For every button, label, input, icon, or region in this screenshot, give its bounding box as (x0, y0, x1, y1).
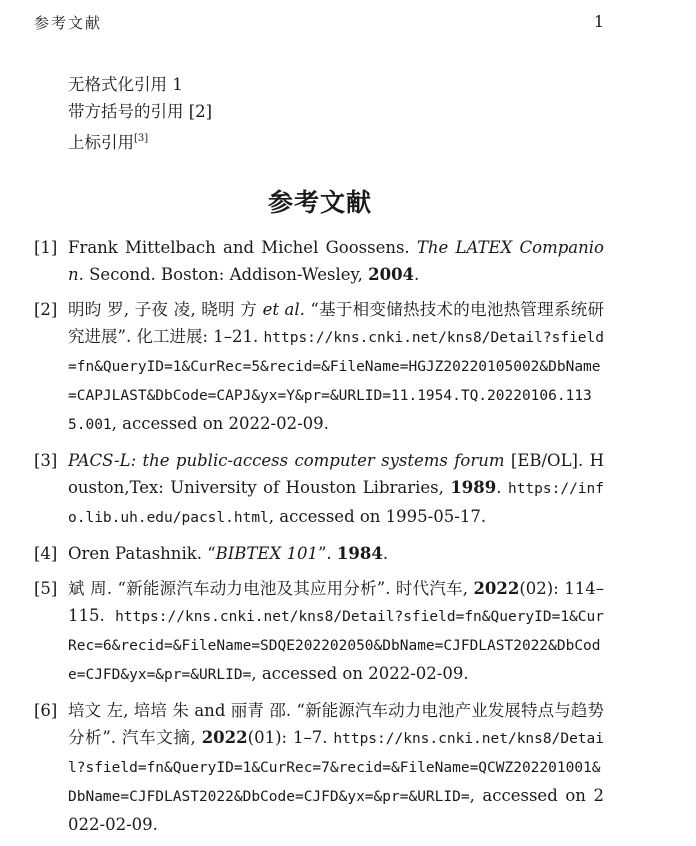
reference-url-link[interactable]: https://kns.cnki.net/kns8/Detail?sfield=fn&QueryID=1&CurRec=5&recid=&FileName=HGJZ20220105002&DbName=CAPJLAST&DbCode=CAPJ&yx=Y&pr=&URLID=11.1954.TQ.20220106.1135.001 (68, 330, 604, 433)
reference-url-link[interactable]: https://kns.cnki.net/kns8/Detail?sfield=fn&QueryID=1&CurRec=7&recid=&FileName=QCWZ202201001&DbName=CJFDLAST2022&DbCode=CJFD&yx=&pr=&URLID= (68, 731, 604, 805)
reference-year: 2004 (368, 265, 415, 284)
running-header: 参考文献 (34, 14, 103, 32)
reference-year: 1989 (450, 478, 497, 497)
citation-examples (68, 71, 212, 156)
reference-year: 1984 (336, 544, 383, 563)
reference-title: The LATEX Companion (68, 238, 604, 284)
superscript-marker: [3] (134, 133, 149, 144)
plain-citation: 无格式化引用 1 (68, 75, 183, 94)
reference-list (34, 234, 604, 846)
reference-number: [4] (34, 544, 58, 563)
reference-title: PACS-L: the public-access computer systems forum (68, 451, 505, 470)
reference-url-link[interactable]: https://kns.cnki.net/kns8/Detail?sfield=fn&QueryID=1&CurRec=6&recid=&FileName=SDQE202202050&DbName=CJFDLAST2022&DbCode=CJFD&yx=&pr=&URLID= (68, 609, 604, 683)
reference-entry: [6] 培文 左, 培培 朱 and 丽青 邵. “新能源汽车动力电池产业发展特点与趋势分析”. 汽车文摘, 2022(01): 1–7. https://kns.cnki.net/kns8/Detail?sfield=fn&QueryID=1&CurRec=7&recid=&FileName=QCWZ202201001&DbName=CJFDLAST2022&DbCode=CJFD&yx=&pr=&URLID=, accessed on 2022-02-09. (34, 697, 604, 838)
reference-entry: [4] Oren Patashnik. “BIBTEX 101”. 1984. (34, 540, 604, 567)
superscript-citation: 上标引用[3] (68, 133, 149, 152)
reference-entry: [3] PACS-L: the public-access computer systems forum [EB/OL]. Houston,Tex: University of Houston Libraries, 1989. https://info.lib.uh.edu/pacsl.html, accessed on 1995-05-17. (34, 447, 604, 532)
reference-number: [1] (34, 238, 58, 257)
reference-year: 2022 (201, 728, 248, 747)
reference-url-link[interactable]: https://info.lib.uh.edu/pacsl.html (68, 481, 604, 526)
reference-year: 2022 (473, 579, 520, 598)
reference-entry: [5] 斌 周. “新能源汽车动力电池及其应用分析”. 时代汽车, 2022(02): 114–115. https://kns.cnki.net/kns8/Detail?sfield=fn&QueryID=1&CurRec=6&recid=&FileName=SDQE202202050&DbName=CJFDLAST2022&DbCode=CJFD&yx=&pr=&URLID=, accessed on 2022-02-09. (34, 575, 604, 689)
reference-title: BIBTEX 101 (215, 544, 318, 563)
reference-entry: [2] 明昀 罗, 子夜 凌, 晓明 方 et al. “基于相变储热技术的电池热管理系统研究进展”. 化工进展: 1–21. https://kns.cnki.net/kns8/Detail?sfield=fn&QueryID=1&CurRec=5&recid=&FileName=HGJZ20220105002&DbName=CAPJLAST&DbCode=CAPJ&yx=Y&pr=&URLID=11.1954.TQ.20220106.1135.001, accessed on 2022-02-09. (34, 296, 604, 439)
reference-number: [6] (34, 701, 58, 720)
reference-number: [3] (34, 451, 58, 470)
bracket-citation: 带方括号的引用 [2] (68, 102, 213, 121)
reference-number: [2] (34, 300, 58, 319)
page-number: 1 (593, 12, 604, 31)
reference-number: [5] (34, 579, 58, 598)
section-title: 参考文献 (267, 188, 372, 217)
reference-entry: [1] Frank Mittelbach and Michel Goossens. The LATEX Companion. Second. Boston: Addison-Wesley, 2004. (34, 234, 604, 288)
